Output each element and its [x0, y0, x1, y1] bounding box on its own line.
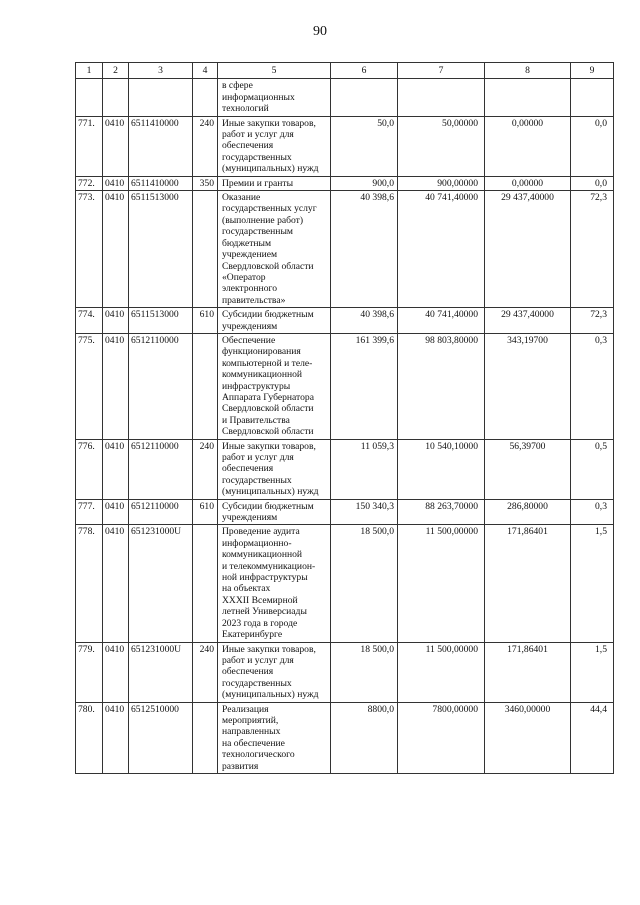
expense-type-code: 350	[193, 176, 218, 190]
description-line: на обеспечение	[222, 737, 285, 749]
description-line: Оказание	[222, 192, 261, 204]
expense-type-code	[193, 79, 218, 116]
description-line: коммуникационной	[222, 369, 303, 381]
expense-type-code	[193, 525, 218, 642]
section-code: 0410	[103, 116, 129, 176]
description-line: (муниципальных) нужд	[222, 163, 319, 175]
execution-percent: 1,5	[571, 642, 614, 702]
target-article-code: 6511410000	[129, 176, 193, 190]
section-code	[103, 79, 129, 116]
description-line: бюджетным	[222, 237, 272, 249]
description-line: технологий	[222, 103, 269, 115]
description-line: работ и услуг для	[222, 452, 294, 463]
description-line: инфраструктуры	[222, 380, 291, 392]
column-header-9: 9	[571, 63, 614, 79]
executed-amount: 3460,00000	[485, 702, 571, 773]
section-code: 0410	[103, 439, 129, 499]
executed-amount: 0,00000	[485, 116, 571, 176]
planned-amount: 900,00000	[398, 176, 485, 190]
description-line: летней Универсиады	[222, 606, 307, 618]
expense-type-code: 240	[193, 439, 218, 499]
planned-amount: 50,00000	[398, 116, 485, 176]
row-number: 771.	[76, 116, 103, 176]
header-row	[76, 63, 614, 79]
table-row	[76, 191, 614, 308]
page-number: 90	[313, 24, 327, 39]
description-line: Премии и гранты	[222, 177, 294, 189]
executed-amount: 171,86401	[485, 642, 571, 702]
description-line: учреждениям	[222, 512, 278, 524]
section-code: 0410	[103, 525, 129, 642]
execution-percent	[571, 79, 614, 116]
row-description	[218, 79, 331, 116]
description-line: ной инфраструктуры	[222, 572, 308, 584]
planned-amount: 40 741,40000	[398, 308, 485, 334]
description-line: технологического	[222, 749, 295, 761]
section-code: 0410	[103, 176, 129, 190]
description-line: развития	[222, 760, 259, 772]
description-line: на объектах	[222, 583, 271, 595]
description-line: (муниципальных) нужд	[222, 486, 319, 498]
expense-type-code: 610	[193, 308, 218, 334]
column-header-8: 8	[485, 63, 571, 79]
description-line: Свердловской области	[222, 403, 314, 415]
table-row	[76, 333, 614, 439]
row-number: 772.	[76, 176, 103, 190]
description-line: Иные закупки товаров,	[222, 643, 316, 655]
row-description	[218, 333, 331, 439]
description-line: информационных	[222, 91, 295, 103]
description-line: обеспечения	[222, 666, 274, 678]
description-line: в сфере	[222, 80, 253, 92]
row-description	[218, 176, 331, 190]
description-line: направленных	[222, 726, 281, 738]
description-line: XXXII Всемирной	[222, 594, 298, 606]
row-number: 774.	[76, 308, 103, 334]
target-article-code: 6511410000	[129, 116, 193, 176]
row-description	[218, 702, 331, 773]
approved-amount: 8800,0	[331, 702, 398, 773]
execution-percent: 0,0	[571, 116, 614, 176]
column-header-6: 6	[331, 63, 398, 79]
description-line: обеспечения	[222, 140, 274, 152]
target-article-code: 6511513000	[129, 191, 193, 308]
execution-percent: 0,3	[571, 499, 614, 525]
table-row	[76, 439, 614, 499]
target-article-code: 6512110000	[129, 499, 193, 525]
description-line: обеспечения	[222, 463, 274, 475]
table-body	[76, 79, 614, 774]
description-line: Проведение аудита	[222, 526, 300, 538]
executed-amount: 56,39700	[485, 439, 571, 499]
row-number: 778.	[76, 525, 103, 642]
planned-amount	[398, 79, 485, 116]
table-row	[76, 79, 614, 116]
row-description	[218, 499, 331, 525]
description-line: (выполнение работ)	[222, 214, 304, 226]
executed-amount: 343,19700	[485, 333, 571, 439]
description-line: учреждениям	[222, 320, 278, 332]
target-article-code: 6512110000	[129, 439, 193, 499]
target-article-code: 6512510000	[129, 702, 193, 773]
description-line: электронного	[222, 283, 277, 295]
description-line: работ и услуг для	[222, 129, 294, 141]
table-row	[76, 116, 614, 176]
row-number: 773.	[76, 191, 103, 308]
approved-amount: 18 500,0	[331, 525, 398, 642]
section-code: 0410	[103, 642, 129, 702]
description-line: Реализация	[222, 703, 269, 715]
description-line: и телекоммуникацион-	[222, 560, 316, 572]
section-code: 0410	[103, 499, 129, 525]
row-description	[218, 191, 331, 308]
approved-amount: 11 059,3	[331, 439, 398, 499]
description-line: функционирования	[222, 346, 301, 358]
approved-amount: 161 399,6	[331, 333, 398, 439]
description-line: Екатеринбурге	[222, 629, 283, 641]
description-line: государственным	[222, 226, 293, 238]
column-header-1: 1	[76, 63, 103, 79]
target-article-code: 6511513000	[129, 308, 193, 334]
description-line: правительства»	[222, 294, 286, 306]
description-line: Субсидии бюджетным	[222, 500, 314, 512]
table-row	[76, 702, 614, 773]
approved-amount: 150 340,3	[331, 499, 398, 525]
row-number	[76, 79, 103, 116]
execution-percent: 72,3	[571, 191, 614, 308]
description-line: государственных услуг	[222, 203, 317, 215]
row-description	[218, 116, 331, 176]
approved-amount: 40 398,6	[331, 191, 398, 308]
description-line: информационно-	[222, 537, 292, 549]
planned-amount: 98 803,80000	[398, 333, 485, 439]
approved-amount	[331, 79, 398, 116]
description-line: государственных	[222, 474, 292, 486]
execution-percent: 0,0	[571, 176, 614, 190]
row-description	[218, 308, 331, 334]
description-line: «Оператор	[222, 271, 266, 283]
description-line: работ и услуг для	[222, 654, 294, 666]
section-code: 0410	[103, 308, 129, 334]
description-line: государственных	[222, 677, 292, 689]
column-header-4: 4	[193, 63, 218, 79]
row-number: 776.	[76, 439, 103, 499]
expense-type-code	[193, 191, 218, 308]
row-number: 779.	[76, 642, 103, 702]
expense-type-code: 610	[193, 499, 218, 525]
expense-type-code: 240	[193, 116, 218, 176]
executed-amount	[485, 79, 571, 116]
approved-amount: 900,0	[331, 176, 398, 190]
description-line: Свердловской области	[222, 426, 314, 438]
row-description	[218, 642, 331, 702]
execution-percent: 0,3	[571, 333, 614, 439]
approved-amount: 40 398,6	[331, 308, 398, 334]
table-row	[76, 499, 614, 525]
executed-amount: 171,86401	[485, 525, 571, 642]
section-code: 0410	[103, 333, 129, 439]
expense-type-code	[193, 702, 218, 773]
planned-amount: 10 540,10000	[398, 439, 485, 499]
planned-amount: 88 263,70000	[398, 499, 485, 525]
execution-percent: 1,5	[571, 525, 614, 642]
target-article-code: 651231000U	[129, 525, 193, 642]
column-header-2: 2	[103, 63, 129, 79]
description-line: коммуникационной	[222, 549, 303, 561]
description-line: Свердловской области	[222, 260, 314, 272]
description-line: Аппарата Губернатора	[222, 391, 314, 403]
target-article-code: 651231000U	[129, 642, 193, 702]
row-description	[218, 525, 331, 642]
column-header-5: 5	[218, 63, 331, 79]
description-line: Субсидии бюджетным	[222, 309, 314, 321]
table-row	[76, 642, 614, 702]
description-line: 2023 года в городе	[222, 617, 298, 629]
table-row	[76, 525, 614, 642]
description-line: компьютерной и теле-	[222, 357, 313, 369]
description-line: (муниципальных) нужд	[222, 689, 319, 701]
section-code: 0410	[103, 191, 129, 308]
row-number: 775.	[76, 333, 103, 439]
executed-amount: 286,80000	[485, 499, 571, 525]
approved-amount: 18 500,0	[331, 642, 398, 702]
row-number: 780.	[76, 702, 103, 773]
executed-amount: 29 437,40000	[485, 191, 571, 308]
execution-percent: 44,4	[571, 702, 614, 773]
target-article-code: 6512110000	[129, 333, 193, 439]
target-article-code	[129, 79, 193, 116]
expense-type-code	[193, 333, 218, 439]
planned-amount: 11 500,00000	[398, 525, 485, 642]
description-line: учреждением	[222, 249, 278, 261]
description-line: мероприятий,	[222, 714, 279, 726]
row-number: 777.	[76, 499, 103, 525]
budget-table	[75, 62, 614, 774]
table-row	[76, 176, 614, 190]
executed-amount: 29 437,40000	[485, 308, 571, 334]
column-header-7: 7	[398, 63, 485, 79]
description-line: и Правительства	[222, 414, 290, 426]
description-line: Иные закупки товаров,	[222, 117, 316, 129]
description-line: Обеспечение	[222, 334, 276, 346]
execution-percent: 72,3	[571, 308, 614, 334]
executed-amount: 0,00000	[485, 176, 571, 190]
column-header-3: 3	[129, 63, 193, 79]
execution-percent: 0,5	[571, 439, 614, 499]
row-description	[218, 439, 331, 499]
planned-amount: 40 741,40000	[398, 191, 485, 308]
section-code: 0410	[103, 702, 129, 773]
description-line: Иные закупки товаров,	[222, 440, 316, 452]
planned-amount: 11 500,00000	[398, 642, 485, 702]
planned-amount: 7800,00000	[398, 702, 485, 773]
description-line: государственных	[222, 151, 292, 163]
table-row	[76, 308, 614, 334]
expense-type-code: 240	[193, 642, 218, 702]
approved-amount: 50,0	[331, 116, 398, 176]
